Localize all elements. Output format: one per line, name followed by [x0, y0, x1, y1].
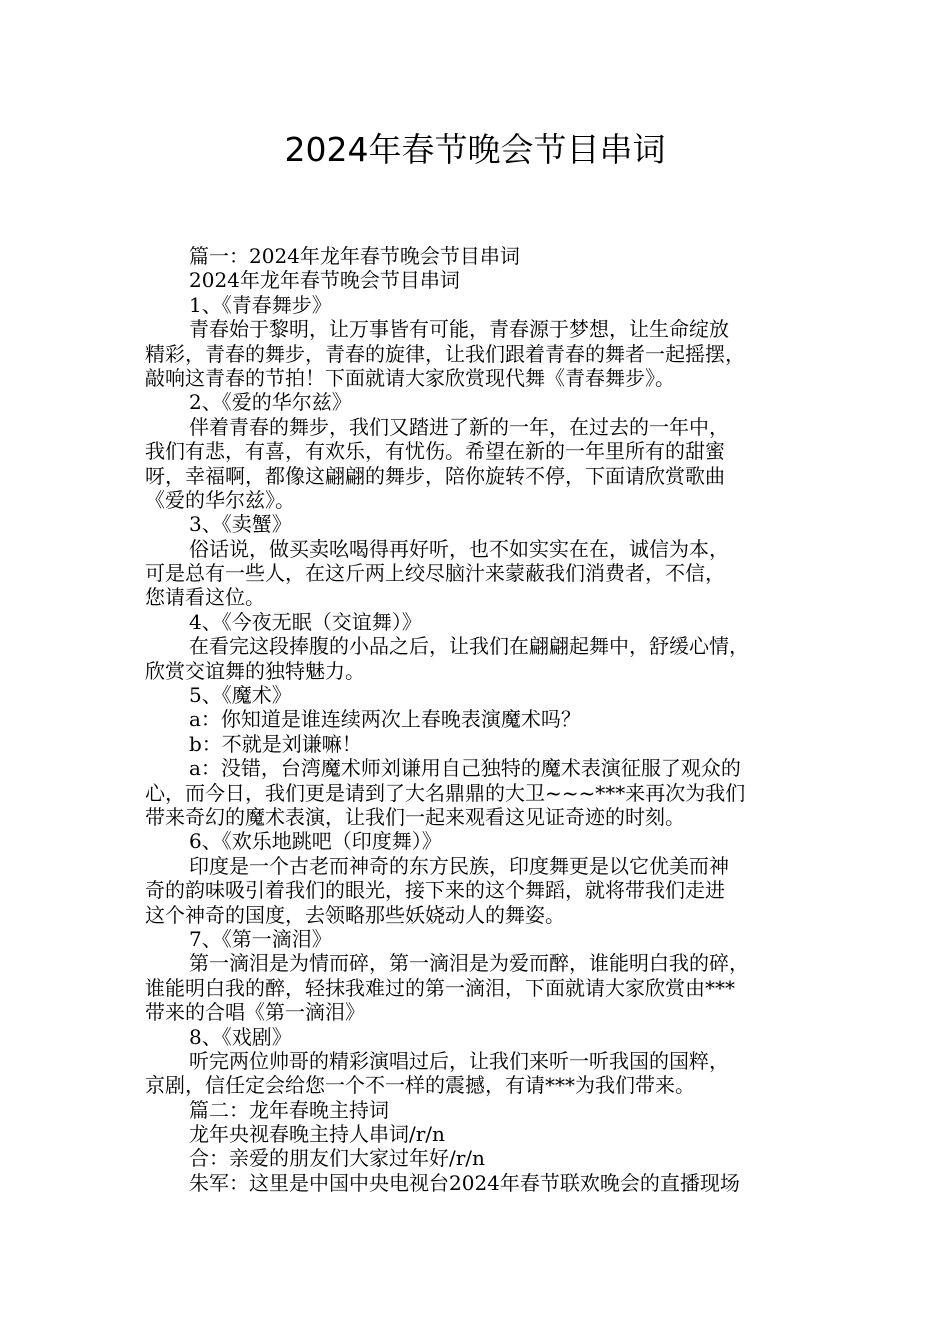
- text-line: 合：亲爱的朋友们大家过年好/r/n: [189, 1146, 485, 1171]
- text-line: 欣赏交谊舞的独特魅力。: [145, 658, 365, 683]
- text-line: a：你知道是谁连续两次上春晚表演魔术吗？: [189, 707, 581, 732]
- text-line: 2、《爱的华尔兹》: [189, 390, 352, 415]
- text-line: 带来的合唱《第一滴泪》: [145, 1000, 365, 1025]
- text-line: 您请看这位。: [145, 585, 265, 610]
- text-line: 俗话说，做买卖吆喝得再好听，也不如实实在在，诚信为本，: [189, 536, 729, 561]
- text-line: 《爱的华尔兹》。: [145, 487, 295, 512]
- text-line: 青春始于黎明，让万事皆有可能，青春源于梦想，让生命绽放: [189, 317, 729, 342]
- text-line: 8、《戏剧》: [189, 1024, 292, 1049]
- text-line: 听完两位帅哥的精彩演唱过后，让我们来听一听我国的国粹，: [189, 1048, 729, 1073]
- text-line: 7、《第一滴泪》: [189, 926, 332, 951]
- text-line: 可是总有一些人，在这斤两上绞尽脑汁来蒙蔽我们消费者，不信，: [145, 561, 725, 586]
- text-line: 篇一：2024年龙年春节晚会节目串词: [189, 244, 520, 268]
- text-line: 1、《青春舞步》: [189, 292, 332, 317]
- text-line: 伴着青春的舞步，我们又踏进了新的一年，在过去的一年中，: [189, 414, 729, 439]
- text-line: 谁能明白我的醉，轻抹我难过的第一滴泪，下面就请大家欣赏由***: [145, 975, 735, 1000]
- text-line: 京剧，信任定会给您一个不一样的震撼，有请***为我们带来。: [145, 1073, 695, 1098]
- text-line: 敲响这青春的节拍！下面就请大家欣赏现代舞《青春舞步》。: [145, 365, 675, 390]
- text-line: 4、《今夜无眠（交谊舞）》: [189, 609, 422, 634]
- document-body: [145, 244, 815, 1195]
- text-line: 6、《欢乐地跳吧（印度舞）》: [189, 829, 442, 854]
- text-line: 呀，幸福啊，都像这翩翩的舞步，陪你旋转不停，下面请欣赏歌曲: [145, 463, 725, 488]
- text-line: 龙年央视春晚主持人串词/r/n: [189, 1122, 445, 1147]
- document-title: 2024年春节晚会节目串词: [284, 130, 666, 169]
- text-line: 带来奇幻的魔术表演，让我们一起来观看这见证奇迹的时刻。: [145, 804, 685, 829]
- text-line: 心，而今日，我们更是请到了大名鼎鼎的大卫~~~***来再次为我们: [145, 780, 746, 805]
- text-line: 印度是一个古老而神奇的东方民族，印度舞更是以它优美而神: [189, 853, 729, 878]
- text-line: 这个神奇的国度，去领略那些妖娆动人的舞姿。: [145, 902, 565, 927]
- text-line: 5、《魔术》: [189, 683, 292, 708]
- text-line: 篇二：龙年春晚主持词: [189, 1097, 389, 1122]
- text-line: b：不就是刘谦嘛！: [189, 731, 362, 756]
- text-line: 奇的韵味吸引着我们的眼光，接下来的这个舞蹈，就将带我们走进: [145, 878, 725, 903]
- text-line: 精彩，青春的舞步，青春的旋律，让我们跟着青春的舞者一起摇摆，: [145, 341, 745, 366]
- text-line: 第一滴泪是为情而碎，第一滴泪是为爱而醉，谁能明白我的碎，: [189, 951, 749, 976]
- text-line: 2024年龙年春节晚会节目串词: [189, 268, 460, 293]
- text-line: a：没错，台湾魔术师刘谦用自己独特的魔术表演征服了观众的: [189, 756, 741, 781]
- text-line: 在看完这段捧腹的小品之后，让我们在翩翩起舞中，舒缓心情，: [189, 634, 749, 659]
- text-line: 3、《卖蟹》: [189, 512, 292, 537]
- text-line: 朱军：这里是中国中央电视台2024年春节联欢晚会的直播现场: [189, 1170, 740, 1195]
- text-line: 我们有悲，有喜，有欢乐，有忧伤。希望在新的一年里所有的甜蜜: [145, 439, 725, 464]
